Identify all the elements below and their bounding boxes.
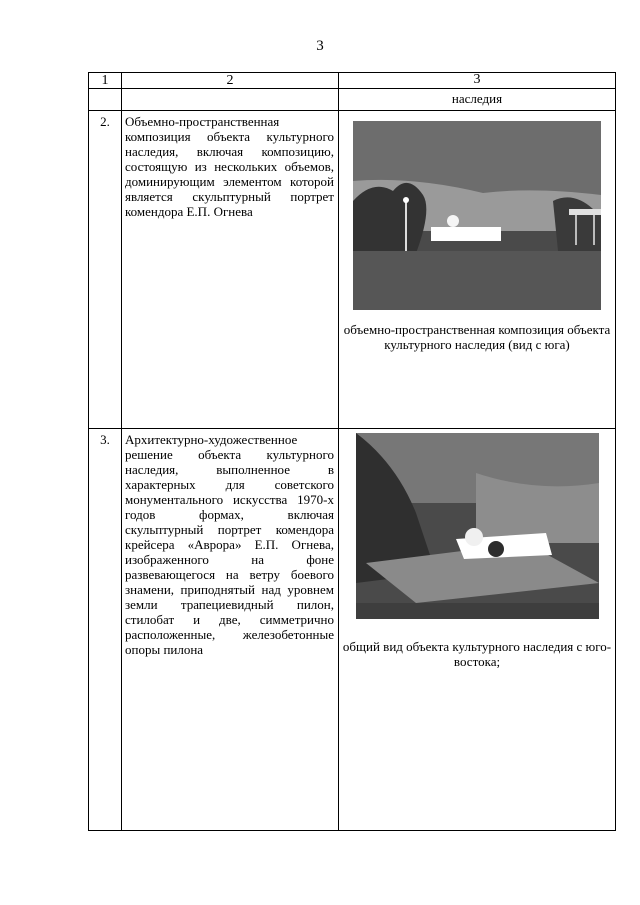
row-number: 3. bbox=[89, 429, 122, 831]
row-description bbox=[122, 111, 339, 429]
column-header-1: 1 bbox=[89, 73, 122, 89]
continuation-text: наследия bbox=[339, 89, 616, 111]
ground bbox=[353, 251, 601, 310]
photo-caption: объемно-пространственная композиция объекта культурного наследия (вид с юга) bbox=[343, 322, 611, 352]
lamp-post bbox=[405, 201, 407, 257]
row-number: 2. bbox=[89, 111, 122, 429]
monument-bust bbox=[465, 528, 483, 546]
photo-cell bbox=[339, 429, 616, 831]
monument-photo-south bbox=[353, 121, 601, 310]
description-text: Объемно-пространственная композиция объекта культурного наследия, включая композицию, состоящую из нескольких объемов, доминирующим элементом которой является скульптурный портрет комендора Е.П. Огнева bbox=[125, 114, 334, 219]
page-number: 3 bbox=[316, 38, 324, 54]
pavilion-roof bbox=[569, 209, 601, 215]
ground bbox=[356, 603, 599, 619]
lamp-icon bbox=[403, 197, 409, 203]
description-text: Архитектурно-художественное решение объекта культурного наследия, выполненное в характерных для советского монументального искусства 1970-х годов формах, включая скульптурный портрет комендора крейсера «Аврора» Е.П. Огнева, изображенного на фоне развевающегося на ветру боевого знамени, приподнятый над уровнем земли трапециевидный пилон, стилобат и две, симметрично расположенные, железобетонные опоры пилона bbox=[125, 432, 334, 657]
column-header-3: 3 bbox=[339, 73, 616, 89]
header-row bbox=[89, 73, 616, 89]
monument-bust bbox=[447, 215, 459, 227]
row-description bbox=[122, 429, 339, 831]
photo-cell bbox=[339, 111, 616, 429]
table-row bbox=[89, 429, 616, 831]
column-header-2: 2 bbox=[122, 73, 339, 89]
photo-caption: общий вид объекта культурного наследия с юго-востока; bbox=[342, 639, 612, 669]
table-row bbox=[89, 111, 616, 429]
monument-photo-southeast bbox=[356, 433, 599, 619]
monument-pylon bbox=[431, 227, 501, 241]
bush bbox=[488, 541, 504, 557]
continuation-row bbox=[89, 89, 616, 111]
monument-table bbox=[88, 72, 616, 831]
